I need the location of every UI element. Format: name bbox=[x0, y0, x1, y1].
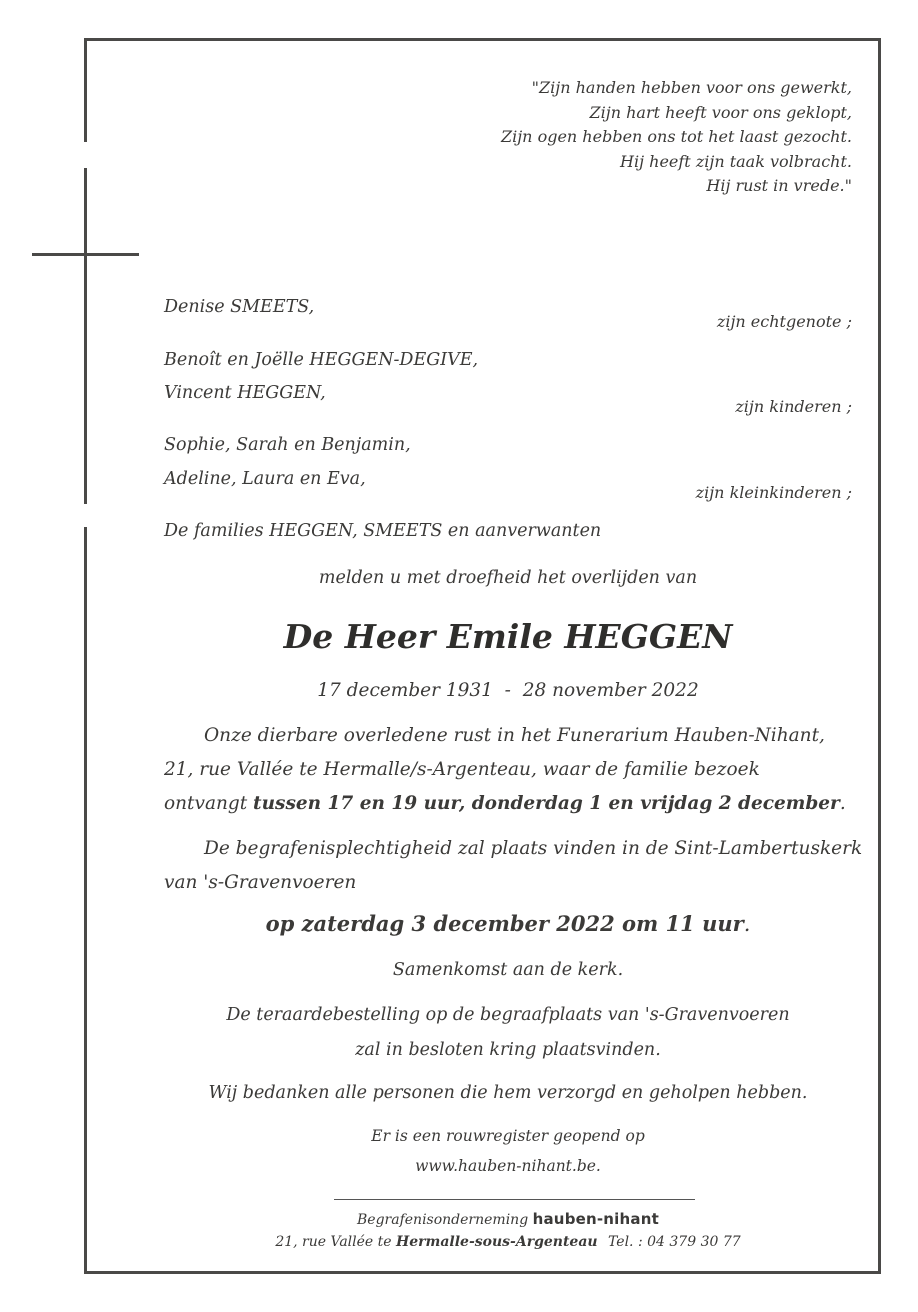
visitation-paragraph bbox=[164, 719, 864, 821]
poem-line: Hij rust in vrede." bbox=[706, 176, 852, 195]
register-line: Er is een rouwregister geopend op bbox=[371, 1127, 645, 1145]
poem-line: Zijn ogen hebben ons tot het laast gezocht. bbox=[500, 127, 852, 146]
grandchild-names: Adeline, Laura en Eva, bbox=[164, 469, 366, 489]
burial-line: De teraardebestelling op de begraafplaats van 's-Gravenvoeren bbox=[226, 1005, 790, 1025]
footer-company bbox=[164, 1210, 852, 1228]
announcement-intro: melden u met droefheid het overlijden van bbox=[318, 568, 698, 588]
child-name: Benoît en Joëlle HEGGEN-DEGIVE, bbox=[164, 350, 479, 370]
poem-line: "Zijn handen hebben voor ons gewerkt, bbox=[531, 78, 852, 97]
grandchildren-relation: zijn kleinkinderen ; bbox=[695, 483, 852, 502]
grandchild-names: Sophie, Sarah en Benjamin, bbox=[164, 435, 411, 455]
frame-left-lower bbox=[84, 527, 87, 1274]
footer-town: Hermalle-sous-Argenteau bbox=[396, 1234, 598, 1250]
frame-bottom bbox=[84, 1271, 881, 1274]
poem bbox=[501, 76, 852, 199]
brand-logo: hauben-nihant bbox=[532, 1210, 659, 1228]
frame-right bbox=[878, 38, 881, 1274]
spouse-relation: zijn echtgenote ; bbox=[716, 312, 852, 331]
visitation-line: Onze dierbare overledene rust in het Funerarium Hauben-Nihant, bbox=[204, 725, 825, 746]
funeral-line: van 's-Gravenvoeren bbox=[164, 872, 357, 893]
spouse-name: Denise SMEETS, bbox=[164, 297, 315, 317]
footer-divider bbox=[334, 1199, 695, 1200]
footer-phone: Tel. : 04 379 30 77 bbox=[608, 1234, 741, 1250]
poem-line: Hij heeft zijn taak volbracht. bbox=[620, 151, 852, 171]
funeral-line: De begrafenisplechtigheid zal plaats vinden in de Sint-Lambertuskerk bbox=[204, 838, 863, 859]
families-line: De families HEGGEN, SMEETS en aanverwanten bbox=[164, 521, 602, 541]
deceased-name: De Heer Emile HEGGEN bbox=[283, 617, 733, 656]
funeral-paragraph bbox=[164, 832, 864, 900]
funeral-datetime: op zaterdag 3 december 2022 om 11 uur. bbox=[265, 911, 751, 936]
visitation-times: tussen 17 en 19 uur, donderdag 1 en vrijdag 2 december bbox=[253, 793, 840, 814]
thanks-line: Wij bedanken alle personen die hem verzorgd en geholpen hebben. bbox=[208, 1083, 808, 1103]
poem-line: Zijn hart heeft voor ons geklopt, bbox=[589, 102, 852, 122]
visitation-line: 21, rue Vallée te Hermalle/s-Argenteau, waar de familie bezoek bbox=[164, 759, 760, 780]
burial-line: zal in besloten kring plaatsvinden. bbox=[355, 1040, 661, 1060]
frame-left-upper bbox=[84, 38, 87, 142]
footer-address: 21, rue Vallée te Hermalle-sous-Argenteau Tel. : 04 379 30 77 bbox=[275, 1234, 741, 1250]
register-url[interactable]: www.hauben-nihant.be. bbox=[415, 1157, 601, 1175]
life-dates: 17 december 1931 - 28 november 2022 bbox=[317, 680, 699, 701]
visitation-line: ontvangt tussen 17 en 19 uur, donderdag 1 en vrijdag 2 december. bbox=[164, 793, 846, 814]
footer-label: Begrafenisonderneming bbox=[357, 1212, 529, 1228]
children-relation: zijn kinderen ; bbox=[735, 397, 852, 416]
gathering-note: Samenkomst aan de kerk. bbox=[392, 960, 624, 980]
frame-top bbox=[84, 38, 881, 41]
child-name: Vincent HEGGEN, bbox=[164, 383, 326, 403]
